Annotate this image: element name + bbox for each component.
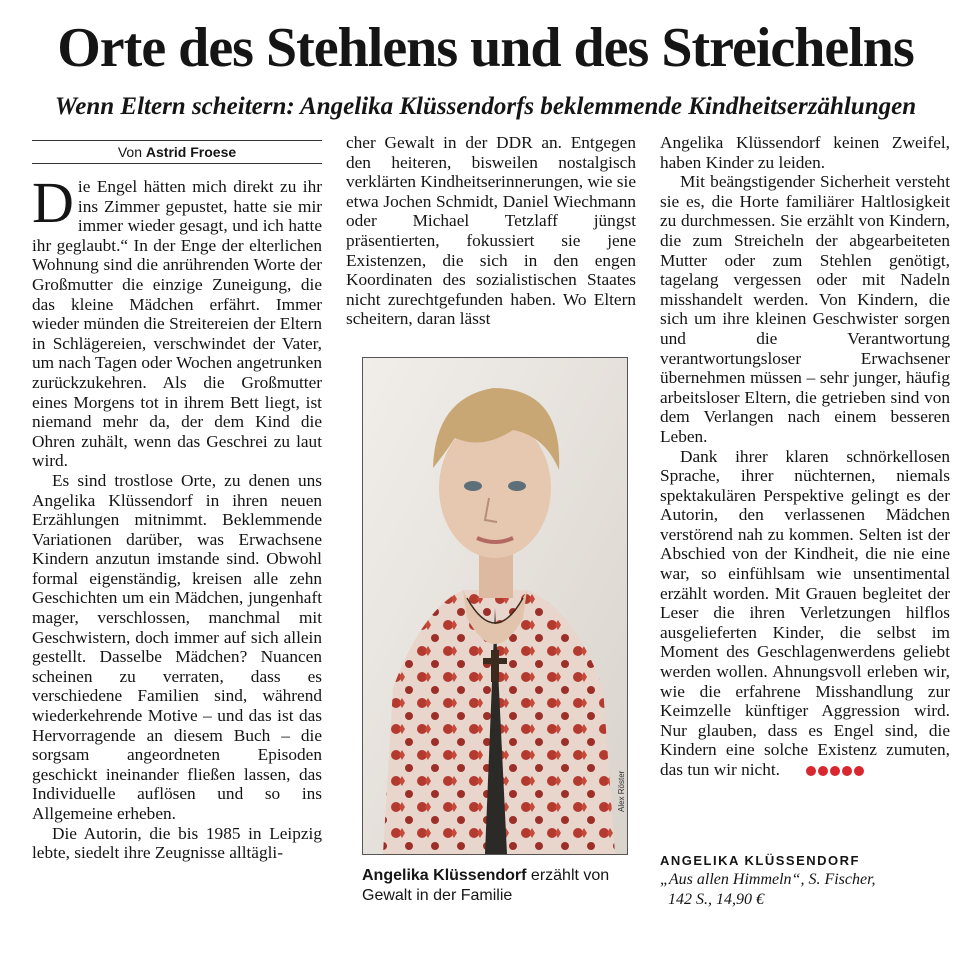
dropcap: D: [32, 170, 74, 235]
book-title-publisher: „Aus allen Himmeln“, S. Fischer,: [660, 871, 876, 888]
rating-dot: [818, 766, 828, 776]
paragraph: [32, 170, 322, 471]
paragraph-last: [660, 447, 950, 781]
rating: [786, 761, 866, 781]
author-photo: [362, 357, 628, 855]
column-1: [32, 170, 322, 863]
portrait-image: [363, 358, 627, 854]
byline-prefix: Von: [117, 144, 142, 160]
photo-caption: [362, 866, 642, 906]
byline: [32, 140, 322, 164]
caption-name: Angelika Klüssendorf: [362, 867, 527, 884]
photo-credit: Alex Röster: [617, 770, 626, 812]
byline-author: Astrid Froese: [145, 144, 237, 160]
book-info: [660, 852, 950, 910]
paragraph: cher Gewalt in der DDR an. Entgegen den heiteren, bisweilen nostalgisch verklärten Kindheitserinnerungen, wie sie etwa Jochen Schmidt, Daniel Wiechmann oder Michael Tetzlaff jüngst präsentierten, fokussiert sie jene Existenzen, die sich in den engen Koordinaten des sozialistischen Staates nicht zurechtgefunden haben. Wo Eltern scheitern, daran lässt: [346, 133, 636, 329]
rating-dot: [854, 766, 864, 776]
book-pages-price: 142 S., 14,90 €: [668, 891, 764, 908]
paragraph: Die Autorin, die bis 1985 in Leipzig lebte, siedelt ihre Zeugnisse alltägli-: [32, 823, 322, 863]
paragraph: Angelika Klüssendorf keinen Zweifel, haben Kinder zu leiden.: [660, 133, 950, 172]
paragraph: Mit beängstigender Sicherheit versteht sie es, die Horte familiärer Haltlosigkeit zu durchmessen. Sie erzählt von Kindern, die zum Streicheln der abgearbeiteten Mutter oder zum Stehlen genötigt, tagelang vergessen oder mit Nadeln misshandelt werden. Von Kindern, die sich um ihre kleinen Geschwister sorgen und die Verantwortung verantwortungsloser Erwachsener übernehmen müssen – sehr junger, häufig arbeitsloser Eltern, die getrieben sind von dem Verlangen nach einem besseren Leben.: [660, 172, 950, 446]
paragraph: Es sind trostlose Orte, zu denen uns Angelika Klüssendorf in ihren neuen Erzählungen mitnimmt. Beklemmende Variationen darüber, was Erwachsene Kindern anzutun imstande sind. Obwohl formal eigenständig, kreisen alle zehn Geschichten um ein Mädchen, jungenhaft mager, verschlossen, manchmal mit Geschwistern, doch immer auf sich allein gestellt. Dasselbe Mädchen? Nuancen scheinen zu verraten, dass es verschiedene Familien sind, während wiederkehrende Motive – und das ist das Hervorragende an diesem Buch – die sorgsam angeordneten Episoden geschickt ineinander fließen lassen, das Individuelle auflösen und so ins Allgemeine erheben.: [32, 470, 322, 823]
paragraph-text: Dank ihrer klaren schnörkellosen Sprache, ihrer nüchternen, niemals spektakulären Perspektive gelingt es der Autorin, den verlassenen Mädchen verstörend nah zu kommen. Selten ist der Abschied von der Kindheit, die nie eine war, so einfühlsam wie unsentimental erzählt worden. Mit Grauen begleitet der Leser die ihren Verletzungen hilflos ausgelieferten Kinder, die selbst im Moment des Geschlagenwerdens geliebt werden wollen. Ahnungsvoll erleben wir, wie die erfahrene Misshandlung zur Keimzelle künftiger Aggression wird. Nur glauben, dass es Engel sind, die Kindern eine solche Existenz zumuten, das tun wir nicht.: [660, 446, 950, 779]
subheadline: Wenn Eltern scheitern: Angelika Klüssendorfs beklemmende Kindheitserzählungen: [54, 93, 917, 120]
rating-dot: [830, 766, 840, 776]
rating-dot: [842, 766, 852, 776]
rating-dot: [806, 766, 816, 776]
headline: Orte des Stehlens und des Streichelns: [57, 17, 914, 79]
column-3: [660, 133, 950, 781]
caption-text: erzählt von Gewalt in der Familie: [362, 867, 610, 904]
column-2: [346, 133, 636, 329]
book-author: ANGELIKA KLÜSSENDORF: [660, 853, 860, 868]
paragraph-text: ie Engel hätten mich direkt zu ihr ins Zimmer gepustet, hatte sie mir immer wieder gesagt, und ich hatte ihr geglaubt.“ In der Enge der elterlichen Wohnung sind die anrührenden Worte der Großmutter die einzige Zuneigung, die das kleine Mädchen erfährt. Immer wieder münden die Streitereien der Eltern in Schlägereien, verschwindet der Vater, um nach Tagen oder Wochen angetrunken zurückzukehren. Als die Großmutter eines Morgens tot in ihrem Bett liegt, ist niemand mehr da, der dem Kind die Ohren zuhält, wenn das Geschrei zu laut wird.: [32, 177, 322, 471]
